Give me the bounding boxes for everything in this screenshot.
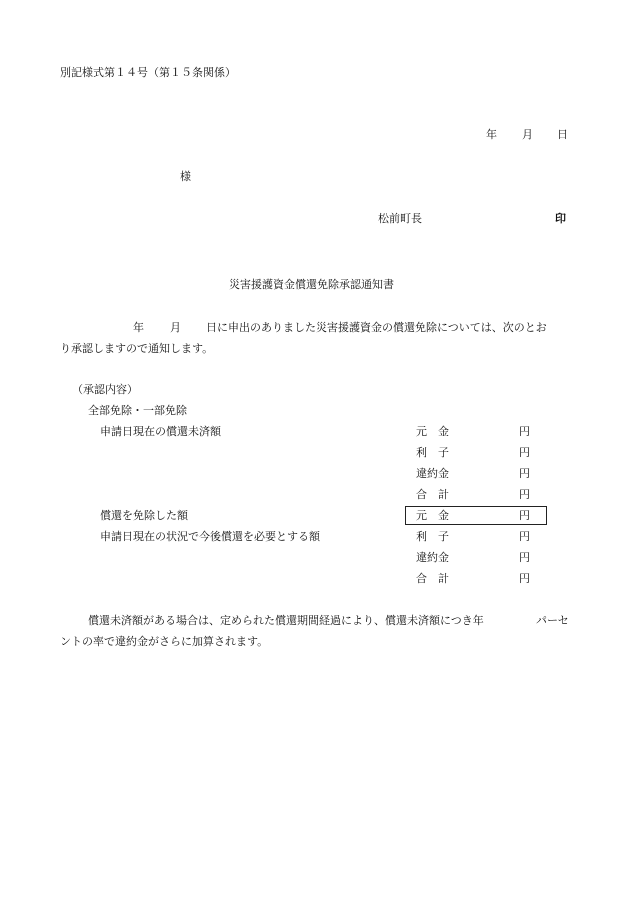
footer-percent: パーセ <box>536 614 569 627</box>
group-label-outstanding: 申請日現在の償還未済額 <box>100 425 221 438</box>
exemption-type: 全部免除・一部免除 <box>88 404 187 417</box>
seal-mark: 印 <box>555 212 566 225</box>
footer-line2: ントの率で違約金がさらに加算されます。 <box>60 635 269 648</box>
addressee-suffix: 様 <box>180 170 191 183</box>
group-label-exempted: 償還を免除した額 <box>100 509 188 522</box>
issuer-name: 松前町長 <box>378 212 422 225</box>
intro-line1: 日に申出のありました災害援護資金の償還免除については、次のとお <box>206 321 547 334</box>
date-day: 日 <box>557 128 568 141</box>
item-unit: 円 <box>519 446 530 459</box>
date-year: 年 <box>486 128 497 141</box>
item-interest: 利 子 <box>416 530 449 543</box>
item-penalty: 違約金 <box>416 551 449 564</box>
item-interest: 利 子 <box>416 446 449 459</box>
document-title: 災害援護資金償還免除承認通知書 <box>229 278 394 291</box>
form-number: 別記様式第１４号（第１５条関係） <box>60 66 236 79</box>
date-month: 月 <box>522 128 533 141</box>
footer-line1: 償還未済額がある場合は、定められた償還期間経過により、償還未済額につき年 <box>88 614 484 627</box>
group-label-remaining: 申請日現在の状況で今後償還を必要とする額 <box>100 530 320 543</box>
item-unit: 円 <box>519 530 530 543</box>
intro-year: 年 <box>133 321 144 334</box>
item-unit: 円 <box>519 425 530 438</box>
item-unit: 円 <box>519 509 530 522</box>
item-principal: 元 金 <box>416 425 449 438</box>
item-penalty: 違約金 <box>416 467 449 480</box>
item-unit: 円 <box>519 572 530 585</box>
section-heading: （承認内容） <box>72 383 138 396</box>
intro-line2: り承認しますので通知します。 <box>60 342 214 355</box>
item-total: 合 計 <box>416 488 449 501</box>
item-total: 合 計 <box>416 572 449 585</box>
item-principal: 元 金 <box>416 509 449 522</box>
intro-month: 月 <box>170 321 181 334</box>
item-unit: 円 <box>519 551 530 564</box>
item-unit: 円 <box>519 488 530 501</box>
item-unit: 円 <box>519 467 530 480</box>
